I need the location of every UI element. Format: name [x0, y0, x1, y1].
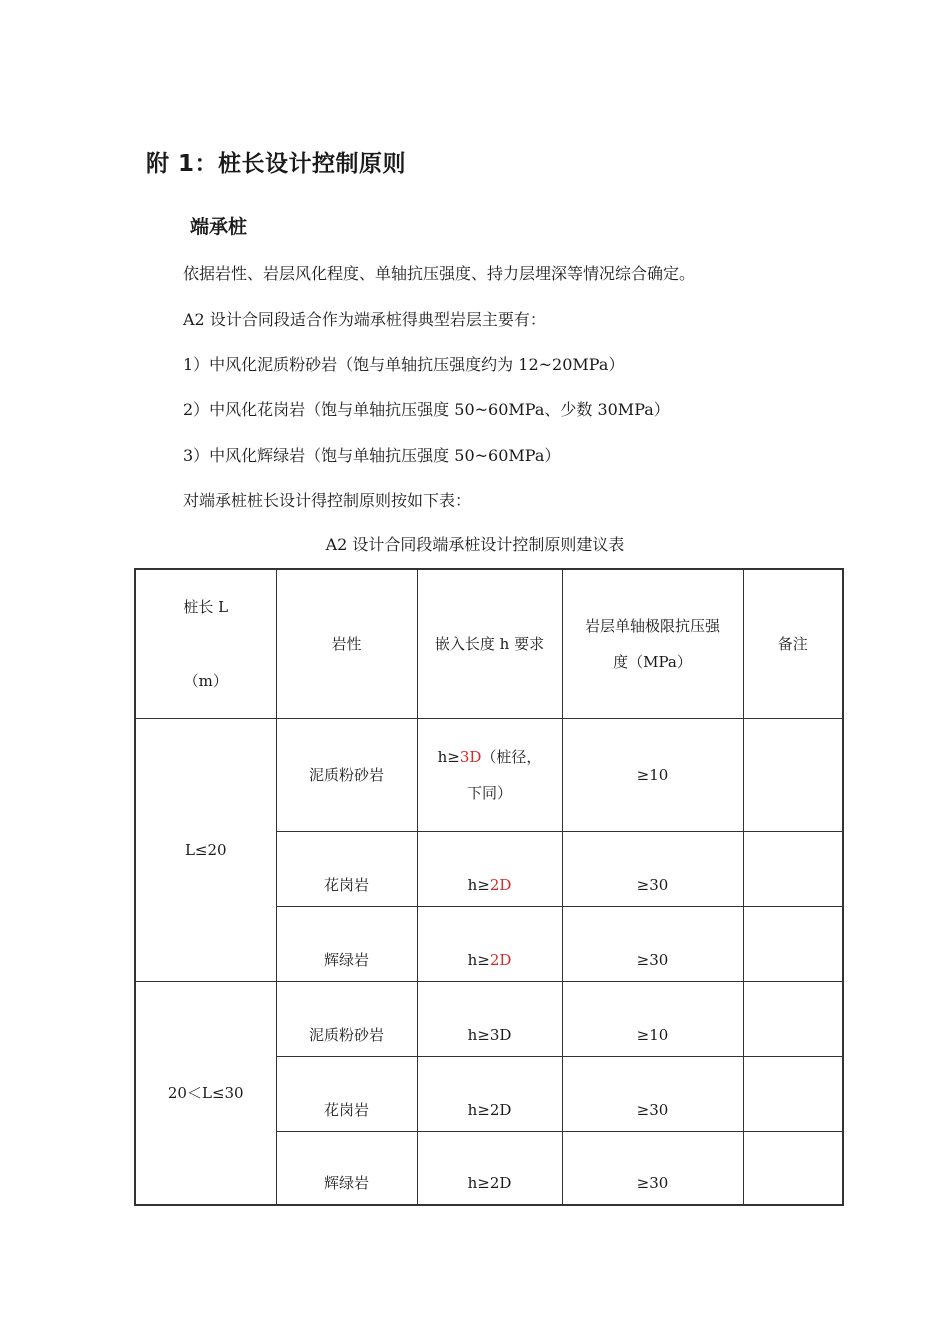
paragraph: 对端承桩桩长设计得控制原则按如下表：: [183, 491, 472, 510]
rock-cell: 辉绿岩: [276, 907, 417, 982]
embed-note: （桩径，: [481, 748, 542, 766]
remarks-cell: [743, 1132, 843, 1205]
paragraph: A2 设计合同段适合作为端承桩得典型岩层主要有：: [183, 310, 546, 329]
embed-value-highlight: 2D: [489, 951, 512, 969]
embed-cell: h≥3D: [417, 982, 562, 1057]
embed-note: 下同）: [466, 784, 512, 802]
embed-cell: h≥2D: [417, 1057, 562, 1132]
header-strength-line2: 度（MPa）: [613, 653, 692, 671]
header-lithology: 岩性: [276, 569, 417, 719]
design-table-wrapper: [134, 568, 842, 1206]
embed-value-highlight: 3D: [459, 748, 482, 766]
embed-prefix: h≥: [437, 748, 460, 766]
table-row: [135, 719, 843, 832]
page-title: 附 1：桩长设计控制原则: [146, 151, 407, 177]
table-caption: A2 设计合同段端承桩设计控制原则建议表: [325, 535, 625, 554]
rock-cell: 花岗岩: [276, 1057, 417, 1132]
strength-cell: ≥30: [562, 907, 743, 982]
header-pile-length-line1: 桩长 L: [183, 598, 229, 616]
design-table: [134, 568, 844, 1206]
table-header-row: [135, 569, 843, 719]
range-cell: 20＜L≤30: [135, 982, 276, 1205]
rock-cell: 辉绿岩: [276, 1132, 417, 1205]
embed-prefix: h≥: [467, 876, 490, 894]
paragraph: 3）中风化辉绿岩（饱与单轴抗压强度 50~60MPa）: [183, 446, 561, 465]
remarks-cell: [743, 719, 843, 832]
header-strength: [562, 569, 743, 719]
rock-cell: 花岗岩: [276, 832, 417, 907]
header-strength-line1: 岩层单轴极限抗压强: [584, 617, 720, 635]
paragraph: 1）中风化泥质粉砂岩（饱与单轴抗压强度约为 12~20MPa）: [183, 355, 625, 374]
strength-cell: ≥10: [562, 719, 743, 832]
header-pile-length: [135, 569, 276, 719]
embed-cell: h≥2D: [417, 1132, 562, 1205]
remarks-cell: [743, 982, 843, 1057]
rock-cell: 泥质粉砂岩: [276, 719, 417, 832]
remarks-cell: [743, 832, 843, 907]
range-cell: L≤20: [135, 719, 276, 982]
strength-cell: ≥30: [562, 832, 743, 907]
header-remarks: 备注: [743, 569, 843, 719]
embed-cell: [417, 719, 562, 832]
strength-cell: ≥30: [562, 1132, 743, 1205]
strength-cell: ≥30: [562, 1057, 743, 1132]
embed-cell: [417, 832, 562, 907]
paragraph: 2）中风化花岗岩（饱与单轴抗压强度 50~60MPa、少数 30MPa）: [183, 400, 670, 419]
rock-cell: 泥质粉砂岩: [276, 982, 417, 1057]
header-embed-length: 嵌入长度 h 要求: [417, 569, 562, 719]
section-title: 端承桩: [190, 216, 248, 238]
embed-cell: [417, 907, 562, 982]
remarks-cell: [743, 1057, 843, 1132]
embed-value-highlight: 2D: [489, 876, 512, 894]
table-row: [135, 982, 843, 1057]
strength-cell: ≥10: [562, 982, 743, 1057]
embed-prefix: h≥: [467, 951, 490, 969]
header-pile-length-line2: （m）: [183, 672, 228, 690]
paragraph: 依据岩性、岩层风化程度、单轴抗压强度、持力层埋深等情况综合确定。: [183, 264, 696, 283]
remarks-cell: [743, 907, 843, 982]
